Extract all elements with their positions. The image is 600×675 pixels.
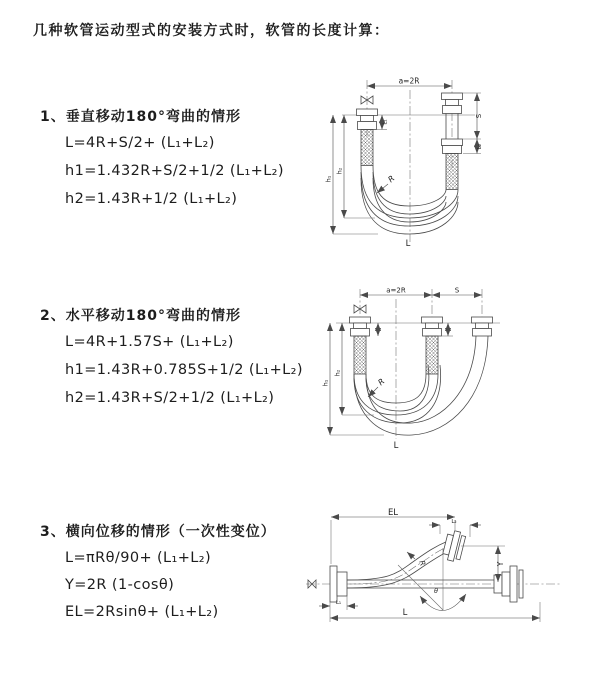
d1-hose-curves (361, 166, 458, 235)
d3-dim-l1 (319, 596, 358, 610)
d3-el-label: EL (387, 508, 399, 518)
d1-dim-s (463, 93, 483, 139)
d2-dim-h1 (322, 323, 385, 435)
d1-braid-right (446, 154, 458, 190)
d1-left-fitting (357, 109, 378, 166)
diagram-3-lateral-displacement (298, 506, 588, 646)
d3-hose-curve (347, 541, 451, 588)
d3-l-label: L (402, 608, 408, 618)
section-3-formula-y: Y=2R (1-cosθ) (65, 577, 175, 593)
d1-dim-l2 (463, 139, 483, 154)
d2-dim-span (360, 287, 432, 296)
section-3-formula-el: EL=2Rsinθ+ (L₁+L₂) (65, 604, 219, 620)
d3-l1-label: L₁ (335, 600, 342, 606)
d2-h2-label: h₂ (333, 369, 342, 377)
d2-h1-label: h₁ (321, 379, 330, 387)
d2-s-label: S (454, 286, 460, 295)
section-3-heading: 3、横向位移的情形（一次性变位） (40, 524, 276, 540)
d2-braid-left (354, 336, 366, 374)
section-2-formula-l: L=4R+1.57S+ (L₁+L₂) (65, 334, 234, 350)
d3-dim-l (330, 602, 540, 622)
d2-hose-curves (354, 336, 488, 435)
d1-s-label: S (475, 113, 483, 119)
d1-l1-label: L₁ (382, 119, 389, 125)
d1-h1-label: h₁ (324, 175, 333, 183)
d2-l-label: L (393, 441, 399, 451)
d1-h2-label: h₂ (335, 167, 344, 175)
d3-left-flange (330, 566, 347, 602)
d1-braid-left (361, 130, 373, 166)
d2-radius-callout (368, 377, 386, 397)
d1-dim-span (367, 77, 452, 87)
section-2-heading: 2、水平移动180°弯曲的情形 (40, 308, 241, 324)
d3-dim-el (331, 508, 455, 564)
d1-radius-callout (377, 174, 396, 193)
diagram-2-horizontal-180-bend (318, 283, 586, 463)
d3-angle-construction (398, 548, 466, 611)
diagram-1-vertical-180-bend (320, 76, 520, 256)
section-3-formula-l: L=πRθ/90+ (L₁+L₂) (65, 550, 212, 566)
d2-dim-s (432, 287, 482, 296)
d3-theta-label: θ (434, 587, 438, 595)
d1-span-label: a=2R (398, 76, 420, 86)
section-2-formula-h1: h1=1.43R+0.785S+1/2 (L₁+L₂) (65, 362, 303, 378)
section-2-formula-h2: h2=1.43R+S/2+1/2 (L₁+L₂) (65, 390, 275, 406)
d3-right-flange-original (494, 566, 523, 602)
d3-r-label: R (417, 559, 428, 568)
d2-span-label: a=2R (386, 286, 406, 295)
section-1-formula-h2: h2=1.43R+1/2 (L₁+L₂) (65, 191, 238, 207)
d2-middle-fitting (422, 317, 443, 374)
d3-l2-label: L₂ (451, 519, 457, 525)
d1-l-label: L (405, 239, 411, 249)
d1-right-lower-fitting (442, 139, 463, 190)
d2-r-label: R (376, 376, 387, 388)
d2-left-fitting (350, 317, 371, 374)
d2-braid-middle (426, 336, 438, 374)
section-1-heading: 1、垂直移动180°弯曲的情形 (40, 109, 241, 125)
d3-y-label: Y (496, 561, 505, 567)
page-title: 几种软管运动型式的安装方式时，软管的长度计算： (33, 23, 390, 39)
d1-r-label: R (386, 173, 397, 185)
d2-right-fitting (472, 317, 493, 336)
section-1-formula-h1: h1=1.432R+S/2+1/2 (L₁+L₂) (65, 163, 284, 179)
d1-l2-label: L₂ (477, 143, 483, 150)
section-1-formula-l: L=4R+S/2+ (L₁+L₂) (65, 135, 215, 151)
d1-dim-l1 (376, 115, 389, 130)
